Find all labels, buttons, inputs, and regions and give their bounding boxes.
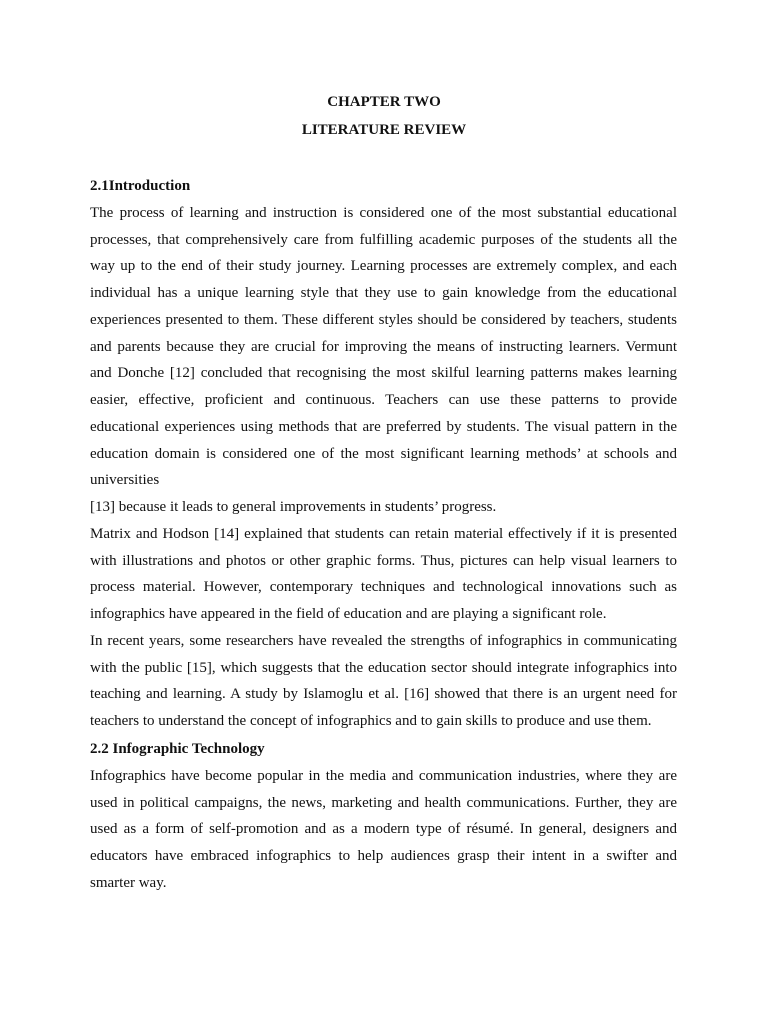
chapter-subtitle: LITERATURE REVIEW xyxy=(301,122,467,138)
chapter-title: CHAPTER TWO xyxy=(327,94,441,110)
paragraph: [13] because it leads to general improvements in students’ progress. xyxy=(90,499,497,515)
section-heading-introduction: 2.1Introduction xyxy=(90,178,191,194)
paragraph: Matrix and Hodson [14] explained that students can retain material effectively if it is presented with illustrations and photos or other graphic forms. Thus, pictures can help visual learners to process material. However, contemporary techniques and technological innovations such as infographics have appeared in the field of education and are playing a significant role. xyxy=(90,525,677,622)
paragraph: The process of learning and instruction is considered one of the most substantial educational processes, that comprehensively care from fulfilling academic purposes of the students all the way up to the end of their study journey. Learning processes are extremely complex, and each individual has a unique learning style that they use to gain knowledge from the educational experiences presented to them. These different styles should be considered by teachers, students and parents because they are crucial for improving the means of instructing learners. Vermunt and Donche [12] concluded that recognising the most skilful learning patterns makes learning easier, effective, proficient and continuous. Teachers can use these patterns to provide educational experiences using methods that are preferred by students. The visual pattern in the education domain is considered one of the most significant learning methods’ at schools and universities xyxy=(90,204,677,489)
paragraph: Infographics have become popular in the media and communication industries, where they are used in political campaigns, the news, marketing and health communications. Further, they are used as a form of self-promotion and as a modern type of résumé. In general, designers and educators have embraced infographics to help audiences grasp their intent in a swifter and smarter way. xyxy=(90,767,677,891)
paragraph: In recent years, some researchers have revealed the strengths of infographics in communicating with the public [15], which suggests that the education sector should integrate infographics into teaching and learning. A study by Islamoglu et al. [16] showed that there is an urgent need for teachers to understand the concept of infographics and to gain skills to produce and use them. xyxy=(90,632,677,729)
section-heading-infographic-technology: 2.2 Infographic Technology xyxy=(90,740,265,757)
document-body xyxy=(90,173,677,897)
